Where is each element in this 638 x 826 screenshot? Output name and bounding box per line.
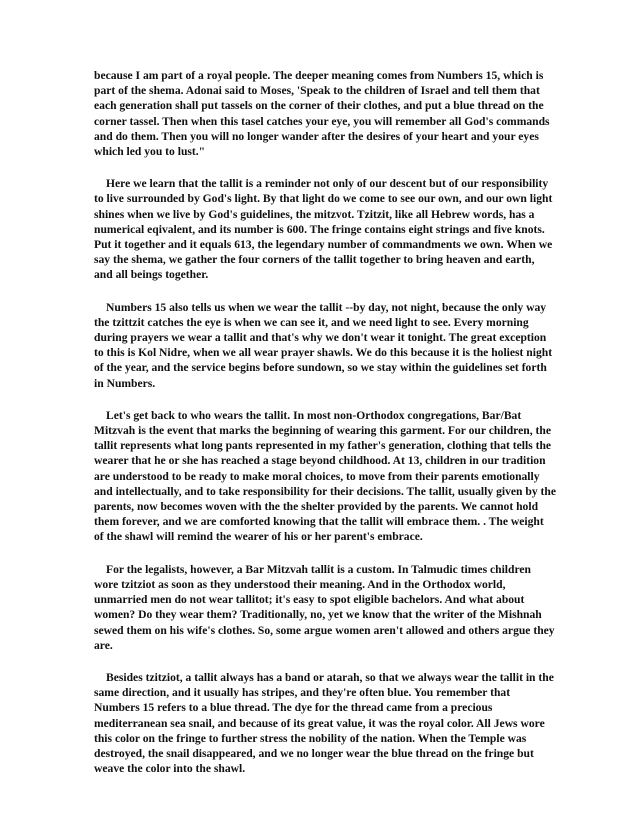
document-page — [94, 68, 556, 793]
paragraph-6: Besides tzitziot, a tallit always has a band or atarah, so that we always wear the tallit in the same direction, and it usually has stripes, and they're often blue. You remember that Numbers 15 refers to a blue thread. The dye for the thread came from a precious mediterranean sea snail, and because of its great value, it was the royal color. All Jews wore this color on the fringe to further stress the nobility of the nation. When the Temple was destroyed, the snail disappeared, and we no longer wear the blue thread on the fringe but weave the color into the shawl. — [94, 670, 554, 776]
paragraph-4: Let's get back to who wears the tallit. In most non-Orthodox congregations, Bar/Bat Mitzvah is the event that marks the beginning of wearing this garment. For our children, the tallit represents what long pants represented in my father's generation, clothing that tells the wearer that he or she has reached a stage beyond childhood. At 13, children in our tradition are understood to be ready to make moral choices, to move from their parents emotionally and intellectually, and to take responsibility for their decisions. The tallit, usually given by the parents, now becomes woven with the the shelter provided by the parents. We cannot hold them forever, and we are comforted knowing that the tallit will embrace them. . The weight of the shawl will remind the wearer of his or her parent's embrace. — [94, 408, 556, 544]
paragraph-1: because I am part of a royal people. The deeper meaning comes from Numbers 15, which is part of the shema. Adonai said to Moses, 'Speak to the children of Israel and tell them that each generation shall put tassels on the corner of their clothes, and put a blue thread on the corner tassel. Then when this tasel catches your eye, you will remember all God's commands and do them. Then you will no longer wander after the desires of your heart and your eyes which led you to lust." — [94, 69, 550, 159]
paragraph-5: For the legalists, however, a Bar Mitzvah tallit is a custom. In Talmudic times children wore tzitziot as soon as they understood their meaning. And in the Orthodox world, unmarried men do not wear tallitot; it's easy to spot eligible bachelors. And what about women? Do they wear them? Traditionally, no, yet we know that the writer of the Mishnah sewed them on his wife's clothes. So, some argue women aren't allowed and others argue they are. — [94, 562, 555, 652]
paragraph-2: Here we learn that the tallit is a reminder not only of our descent but of our responsibility to live surrounded by God's light. By that light do we come to see our own, and our own light shines when we live by God's guidelines, the mitzvot. Tzitzit, like all Hebrew words, has a numerical eqivalent, and its number is 600. The fringe contains eight strings and five knots. Put it together and it equals 613, the legendary number of commandments we own. When we say the shema, we gather the four corners of the tallit together to bring heaven and earth, and all beings together. — [94, 177, 553, 282]
paragraph-3: Numbers 15 also tells us when we wear the tallit --by day, not night, because the only way the tzittzit catches the eye is when we can see it, and we need light to see. Every morning during prayers we wear a tallit and that's why we don't wear it tonight. The great exception to this is Kol Nidre, when we all wear prayer shawls. We do this because it is the holiest night of the year, and the service begins before sundown, so we stay within the guidelines set forth in Numbers. — [94, 300, 553, 390]
